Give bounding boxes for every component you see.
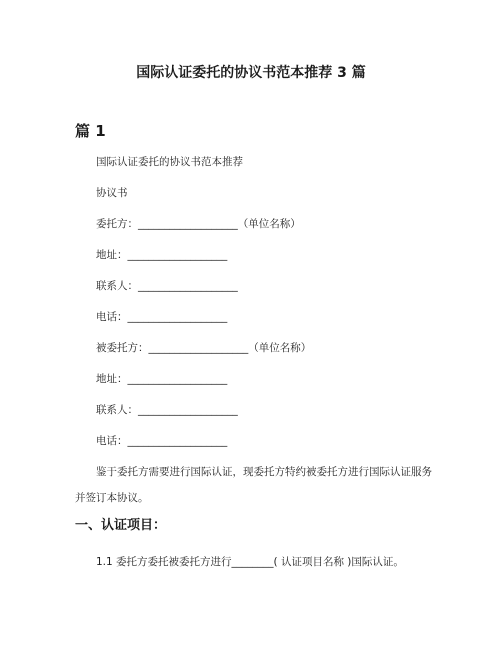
doc-line-client-contact: 联系人：___________________: [96, 280, 238, 292]
clause-1-1: 1.1 委托方委托被委托方进行________( 认证项目名称 )国际认证。: [96, 556, 404, 568]
subheading-certification-items: 一、认证项目：: [75, 518, 167, 533]
doc-line-agreement: 协议书: [96, 187, 128, 199]
document-title: 国际认证委托的协议书范本推荐 3 篇: [136, 65, 366, 81]
doc-line-agent-phone: 电话：___________________: [96, 435, 228, 447]
doc-line-agent-contact: 联系人：___________________: [96, 404, 238, 416]
doc-line-agent: 被委托方：___________________（单位名称）: [96, 342, 312, 354]
doc-line-subtitle: 国际认证委托的协议书范本推荐: [96, 156, 243, 168]
section-heading: 篇 1: [75, 122, 106, 140]
preamble-paragraph: 鉴于委托方需要进行国际认证，现委托方特约被委托方进行国际认证服务并签订本协议。: [75, 466, 432, 504]
doc-line-client-phone: 电话：___________________: [96, 311, 228, 323]
doc-line-agent-address: 地址：___________________: [96, 373, 228, 385]
doc-line-client: 委托方：___________________（单位名称）: [96, 218, 301, 230]
doc-line-client-address: 地址：___________________: [96, 249, 228, 261]
